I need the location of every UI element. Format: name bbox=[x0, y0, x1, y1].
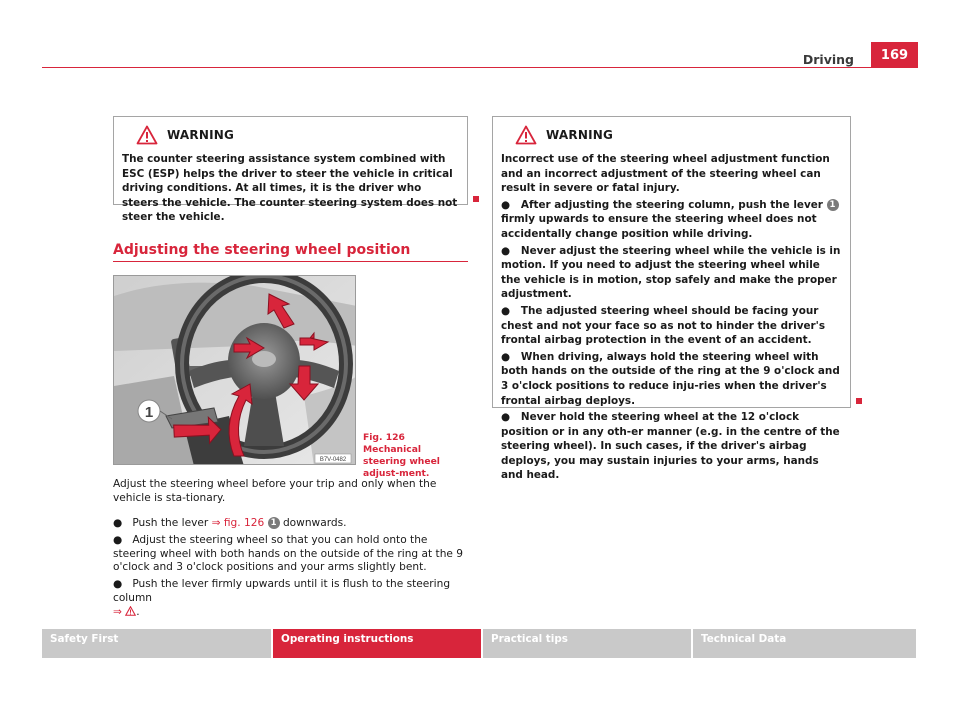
warning-text: The counter steering assistance system combined with ESC (ESP) helps the driver to steer the vehicle in critical driving conditions. At all times, it is the driver who steers the vehicle. The counter steering system does not steer the vehicle. bbox=[122, 153, 458, 224]
section-header: Driving bbox=[802, 52, 854, 67]
instructions-list bbox=[113, 517, 471, 623]
warning-box-left bbox=[113, 116, 468, 224]
section-title: Adjusting the steering wheel position bbox=[113, 242, 411, 258]
warning-title: WARNING bbox=[167, 128, 235, 142]
warning-title: WARNING bbox=[546, 128, 614, 142]
figure-code: B7V-0482 bbox=[319, 457, 347, 463]
warning-bullet-text: When driving, always hold the steering wheel with both hands on the outside of the ring at the 9 o'clock and 3 o'clock positions to reduce inju-ries when the driver's frontal airbag deploys. bbox=[501, 350, 840, 407]
page-number: 169 bbox=[871, 42, 918, 68]
footer-tab-safety-first[interactable]: Safety First bbox=[42, 629, 271, 658]
callout-badge: 1 bbox=[827, 199, 839, 211]
warning-reference-link[interactable]: ⇒ bbox=[113, 605, 122, 618]
warning-box-right bbox=[492, 116, 851, 482]
bullet-dot: ● bbox=[113, 533, 133, 546]
warning-list-item: ● The adjusted steering wheel should be facing your chest and not your face so as not to hinder the driver's frontal airbag protection in the event of an accident. bbox=[501, 304, 826, 347]
warning-triangle-icon bbox=[515, 125, 537, 145]
list-item bbox=[113, 517, 471, 531]
bullet-text: . bbox=[136, 605, 140, 618]
warning-bullet-text: Never hold the steering wheel at the 12 o'clock position or in any oth-er manner (e.g. in the centre of the steering wheel). In such cases, if the driver's airbag deploys, you may sustain injuries to your arms, hands and head. bbox=[501, 411, 840, 482]
bullet-dot: ● bbox=[113, 517, 133, 529]
figure-reference-link[interactable]: ⇒ fig. 126 bbox=[211, 517, 265, 529]
list-item bbox=[113, 534, 471, 575]
end-marker bbox=[473, 196, 479, 202]
warning-bullet-text: Never adjust the steering wheel while the vehicle is in motion. If you need to adjust the steering wheel while the vehicle is in motion, stop safely and make the proper adjustment. bbox=[501, 244, 841, 301]
warning-intro: Incorrect use of the steering wheel adjustment function and an incorrect adjustment of the steering wheel can result in severe or fatal injury. bbox=[501, 153, 830, 195]
intro-text: Adjust the steering wheel before your trip and only when the vehicle is sta-tionary. bbox=[113, 478, 437, 504]
warning-header bbox=[501, 125, 842, 145]
footer-nav bbox=[42, 629, 918, 658]
warning-triangle-icon[interactable] bbox=[125, 606, 136, 616]
warning-bullet-text: After adjusting the steering column, push the lever bbox=[520, 198, 827, 211]
warning-header bbox=[122, 125, 459, 145]
warning-content bbox=[501, 152, 842, 483]
warning-bullet-text: firmly upwards to ensure the steering wheel does not accidentally change position while driving. bbox=[501, 213, 817, 240]
bullet-text: downwards. bbox=[279, 517, 347, 529]
footer-tab-operating-instructions[interactable]: Operating instructions bbox=[273, 629, 481, 658]
section-divider bbox=[113, 261, 468, 262]
header-divider bbox=[42, 67, 918, 68]
warning-list-item: ● After adjusting the steering column, push the lever 1 firmly upwards to ensure the steering wheel does not accidentally change position while driving. bbox=[501, 198, 842, 242]
figure-callout-label: 1 bbox=[144, 404, 154, 421]
footer-tab-practical-tips[interactable]: Practical tips bbox=[483, 629, 691, 658]
warning-triangle-icon bbox=[136, 125, 158, 145]
figure-caption: Fig. 126 Mechanical steering wheel adjust-ment. bbox=[363, 432, 440, 479]
steering-wheel-illustration bbox=[114, 276, 356, 465]
list-item bbox=[113, 578, 471, 619]
bullet-text: Push the lever bbox=[132, 517, 212, 529]
warning-list-item: ● Never adjust the steering wheel while the vehicle is in motion. If you need to adjust the steering wheel while the vehicle is in motion, stop safely and make the proper adjustment. bbox=[501, 244, 841, 301]
warning-bullet-text: The adjusted steering wheel should be facing your chest and not your face so as not to hinder the driver's frontal airbag protection in the event of an accident. bbox=[501, 304, 826, 347]
callout-badge: 1 bbox=[268, 517, 280, 529]
steering-wheel-figure bbox=[113, 275, 356, 465]
end-marker bbox=[856, 398, 862, 404]
warning-list-item: ● Never hold the steering wheel at the 12 o'clock position or in any oth-er manner (e.g. in the centre of the steering wheel). In such cases, if the driver's airbag deploys, you may sustain injuries to your arms, hands and head. bbox=[501, 411, 840, 482]
bullet-dot: ● bbox=[113, 578, 133, 591]
footer-tab-technical-data[interactable]: Technical Data bbox=[693, 629, 916, 658]
bullet-text: Push the lever firmly upwards until it is flush to the steering column bbox=[113, 578, 451, 604]
intro-paragraph bbox=[113, 478, 471, 506]
bullet-text: Adjust the steering wheel so that you can hold onto the steering wheel with both hands on the outside of the ring at the 9 o'clock and 3 o'clock positions and your arms slightly bent. bbox=[113, 533, 464, 574]
warning-list-item: ● When driving, always hold the steering wheel with both hands on the outside of the ring at the 9 o'clock and 3 o'clock positions to reduce inju-ries when the driver's frontal airbag deploys. bbox=[501, 350, 840, 407]
